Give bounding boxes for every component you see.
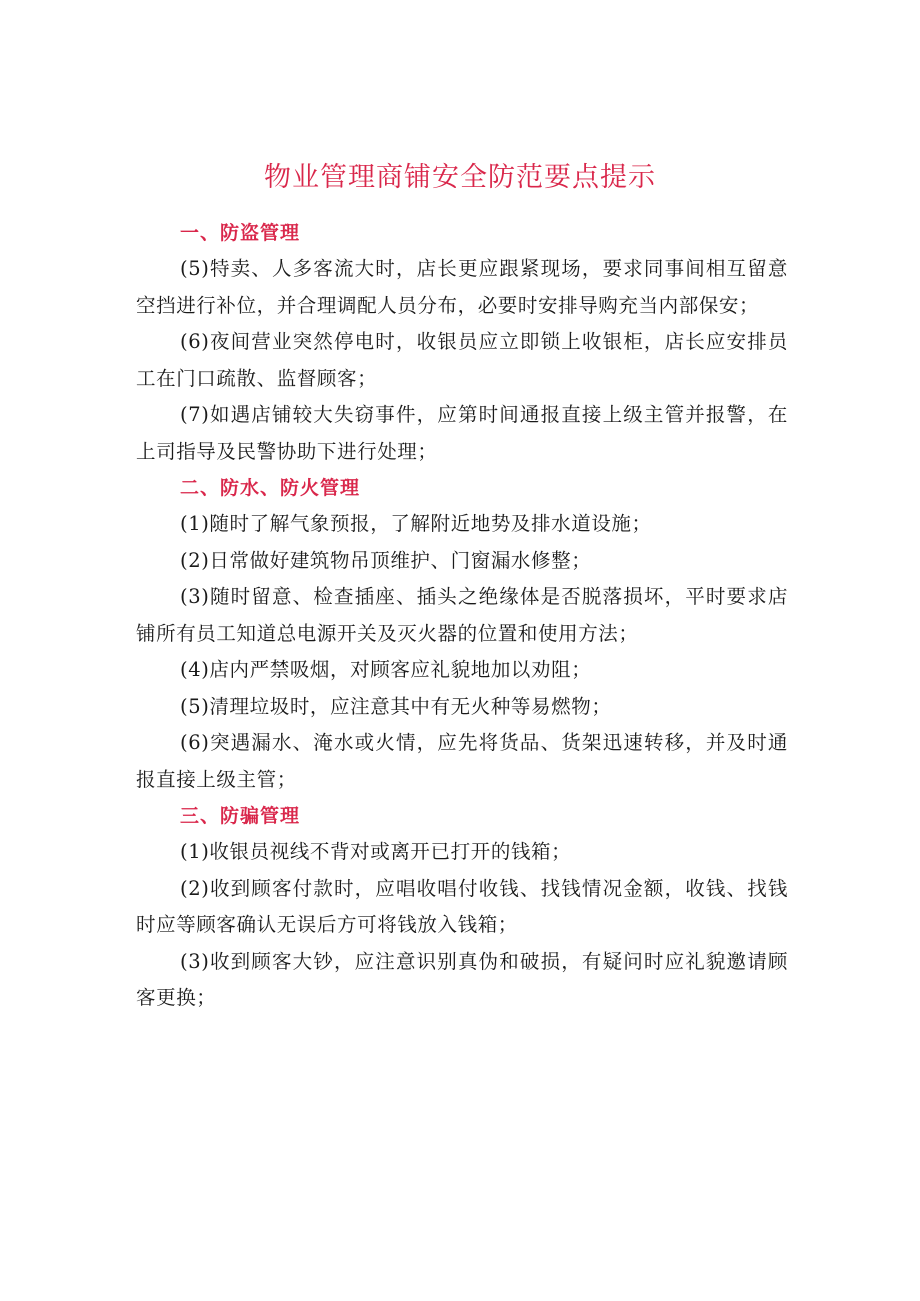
list-item: (5)特卖、人多客流大时，店长更应跟紧现场，要求同事间相互留意空挡进行补位，并合理调配人员分布，必要时安排导购充当内部保安； (136, 257, 788, 317)
list-item: (3)随时留意、检查插座、插头之绝缘体是否脱落损坏，平时要求店铺所有员工知道总电源开关及灭火器的位置和使用方法； (136, 585, 788, 645)
section-heading: 一、防盗管理 (180, 222, 301, 244)
section-water-fire (136, 470, 788, 798)
section-anti-theft (136, 215, 788, 470)
list-item: (5)清理垃圾时，应注意其中有无火种等易燃物； (180, 694, 612, 718)
list-item: (3)收到顾客大钞，应注意识别真伪和破损，有疑问时应礼貌邀请顾客更换； (136, 949, 788, 1009)
list-item: (4)店内严禁吸烟，对顾客应礼貌地加以劝阻； (180, 658, 592, 681)
list-item: (1)随时了解气象预报，了解附近地势及排水道设施； (180, 512, 652, 535)
list-item: (1)收银员视线不背对或离开已打开的钱箱； (180, 840, 572, 863)
document-title: 物业管理商铺安全防范要点提示 (264, 162, 656, 193)
list-item: (7)如遇店铺较大失窃事件，应第时间通报直接上级主管并报警，在上司指导及民警协助下进行处理； (136, 403, 788, 463)
list-item: (6)突遇漏水、淹水或火情，应先将货品、货架迅速转移，并及时通报直接上级主管； (136, 731, 788, 791)
document-body (136, 215, 788, 1017)
list-item: (2)收到顾客付款时，应唱收唱付收钱、找钱情况金额，收钱、找钱时应等顾客确认无误后方可将钱放入钱箱； (136, 876, 788, 936)
section-heading: 二、防水、防火管理 (180, 477, 361, 499)
section-heading: 三、防骗管理 (180, 805, 301, 827)
list-item: (6)夜间营业突然停电时，收银员应立即锁上收银柜，店长应安排员工在门口疏散、监督顾客； (136, 330, 788, 390)
list-item: (2)日常做好建筑物吊顶维护、门窗漏水修整； (180, 548, 592, 572)
section-anti-fraud (136, 798, 788, 1017)
